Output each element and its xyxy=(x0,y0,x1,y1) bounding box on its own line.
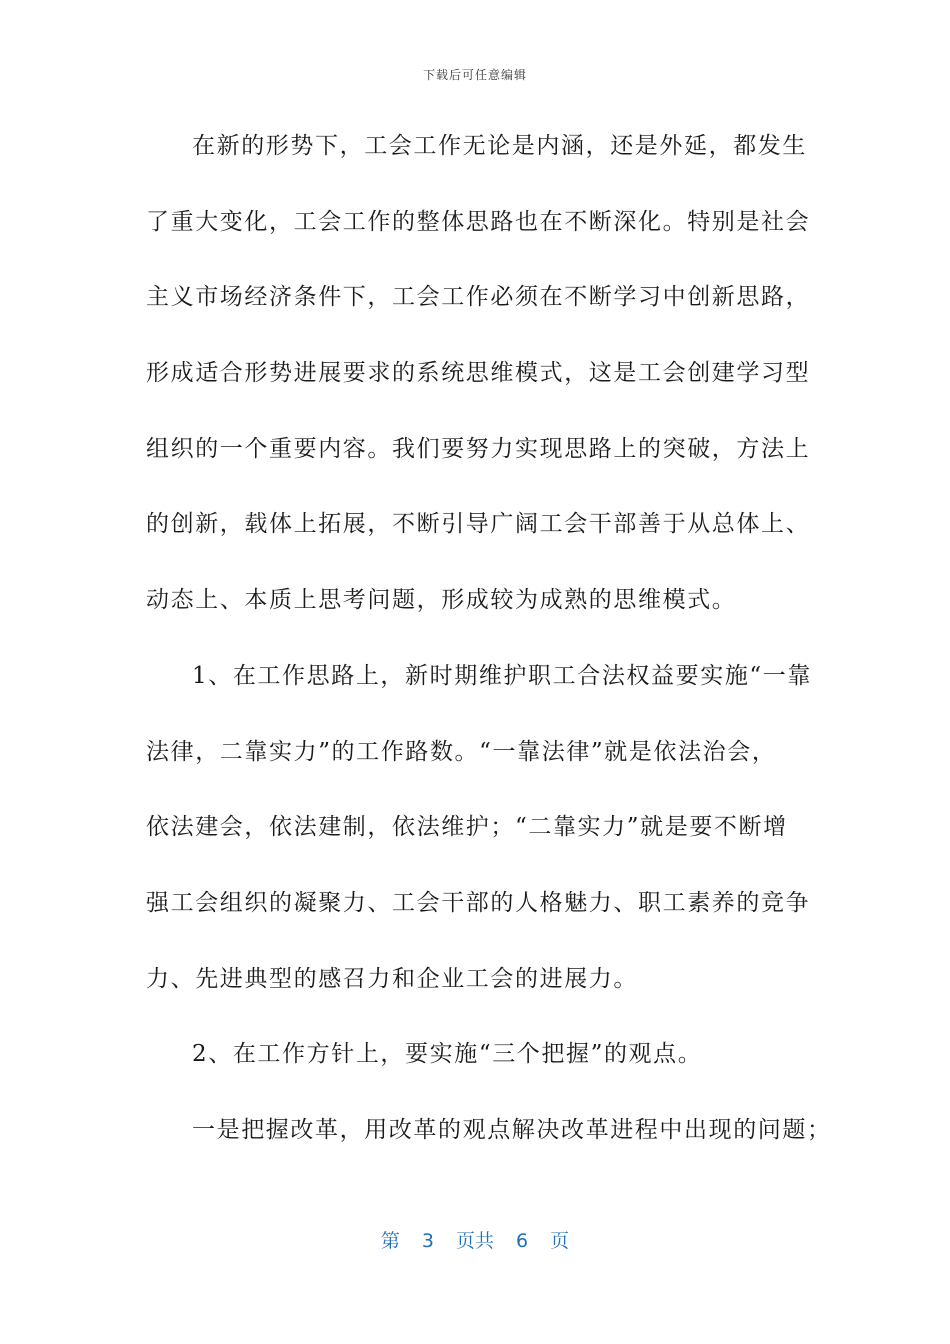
paragraph-line: 一是把握改革，用改革的观点解决改革进程中出现的问题； xyxy=(192,1116,832,1143)
header-note: 下载后可任意编辑 xyxy=(422,68,527,82)
paragraph-line: 力、先进典型的感召力和企业工会的进展力。 xyxy=(146,965,638,992)
paragraph-line: 1、在工作思路上，新时期维护职工合法权益要实施“一靠 xyxy=(192,662,812,689)
footer-suffix: 页 xyxy=(550,1230,570,1252)
paragraph-line: 强工会组织的凝聚力、工会干部的人格魅力、职工素养的竞争 xyxy=(146,889,811,916)
page-footer xyxy=(0,1226,950,1253)
paragraph-line: 组织的一个重要内容。我们要努力实现思路上的突破，方法上 xyxy=(146,435,811,462)
paragraph-line: 了重大变化，工会工作的整体思路也在不断深化。特别是社会 xyxy=(146,208,811,235)
paragraph-line: 在新的形势下，工会工作无论是内涵，还是外延，都发生 xyxy=(192,133,807,159)
footer-prefix: 第 xyxy=(380,1230,400,1252)
footer-middle: 页共 xyxy=(455,1230,494,1252)
paragraph-line: 主义市场经济条件下，工会工作必须在不断学习中创新思路， xyxy=(146,284,811,311)
paragraph-line: 2、在工作方针上，要实施“三个把握”的观点。 xyxy=(192,1041,703,1068)
paragraph-line: 形成适合形势进展要求的系统思维模式，这是工会创建学习型 xyxy=(146,360,811,387)
paragraph-line: 依法建会，依法建制，依法维护；“二靠实力”就是要不断增 xyxy=(146,814,788,841)
total-pages-number: 6 xyxy=(516,1230,529,1252)
document-body xyxy=(146,120,832,1180)
current-page-number: 3 xyxy=(421,1230,434,1252)
paragraph-line: 法律，二靠实力”的工作路数。“一靠法律”就是依法治会， xyxy=(146,738,777,765)
paragraph-line: 的创新，载体上拓展，不断引导广阔工会干部善于从总体上、 xyxy=(146,511,811,538)
paragraph-line: 动态上、本质上思考问题，形成较为成熟的思维模式。 xyxy=(146,587,737,614)
